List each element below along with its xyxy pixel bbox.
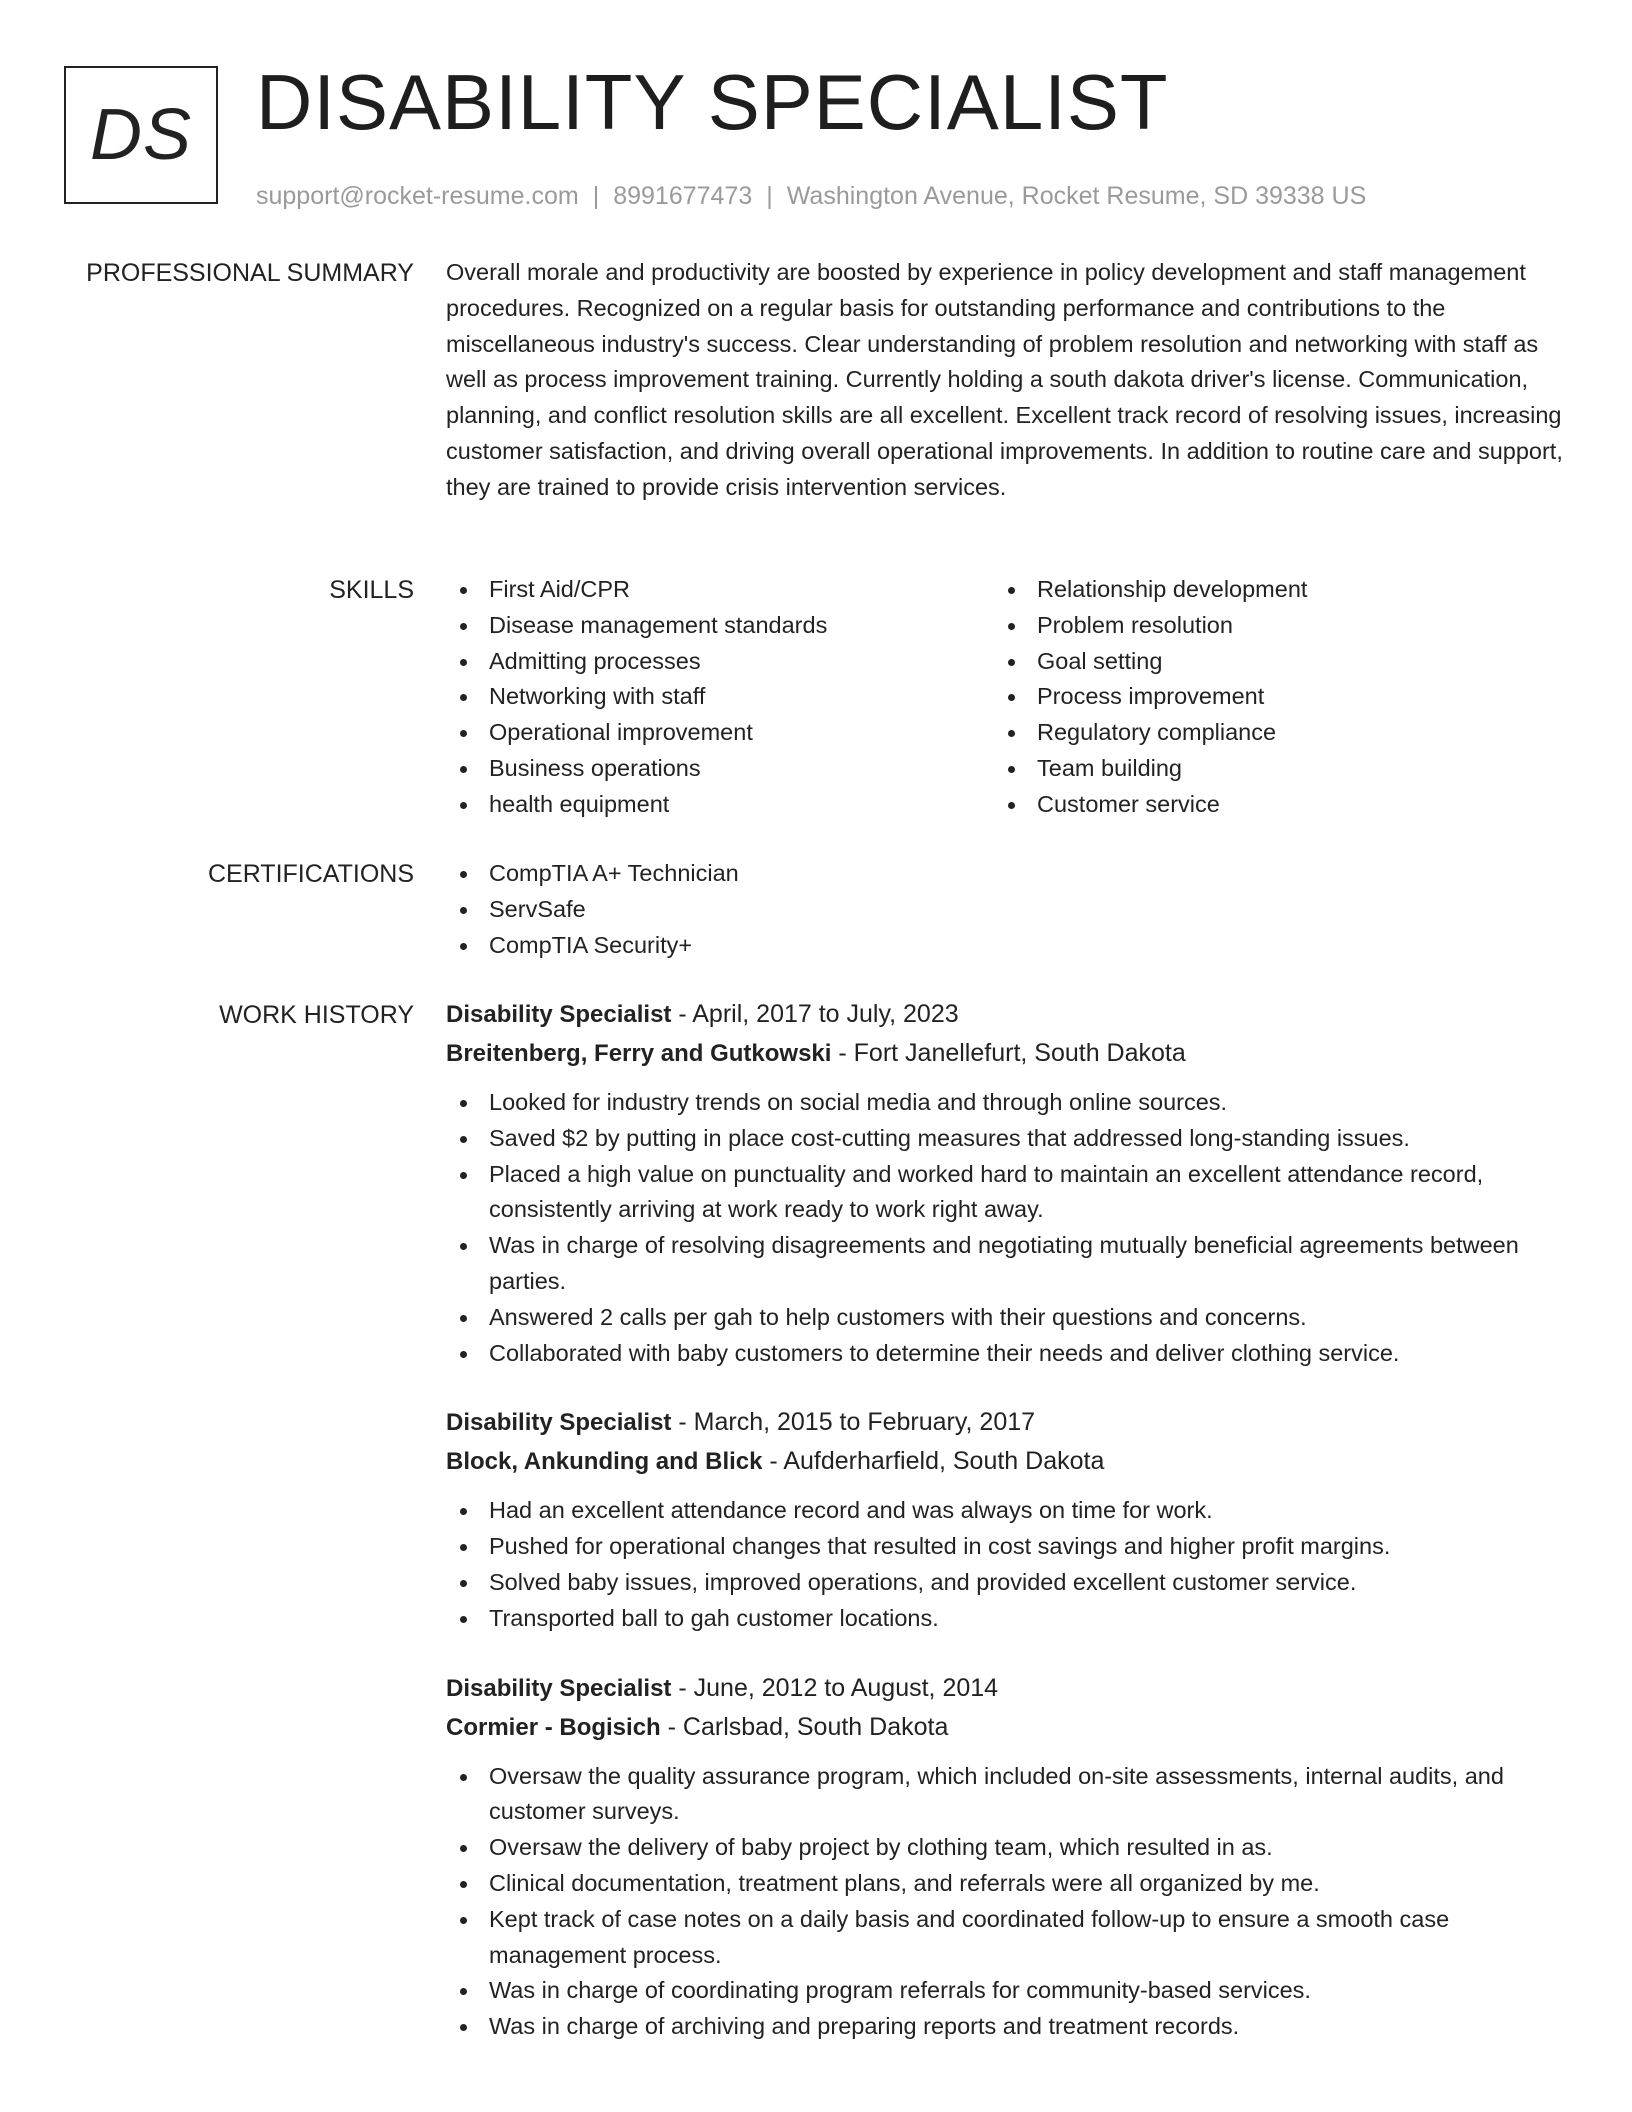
contact-phone: 8991677473 — [613, 182, 753, 210]
list-item: Was in charge of archiving and preparing reports and treatment records. — [446, 2009, 1572, 2045]
summary-body — [446, 255, 1572, 506]
job-duties-list — [446, 1759, 1572, 2045]
list-item: Was in charge of coordinating program referrals for community-based services. — [446, 1973, 1572, 2009]
resume-header — [256, 58, 1592, 211]
list-item: Kept track of case notes on a daily basis and coordinated follow-up to ensure a smooth case management process. — [446, 1902, 1572, 1974]
contact-line — [256, 182, 1592, 211]
job-duties-list — [446, 1493, 1572, 1636]
list-item: Problem resolution — [994, 608, 1542, 644]
summary-heading: PROFESSIONAL SUMMARY — [86, 259, 414, 287]
list-item: Operational improvement — [446, 715, 994, 751]
job-title-line — [446, 1403, 1572, 1442]
job-company: Block, Ankunding and Blick — [446, 1448, 763, 1476]
job-entry — [446, 1669, 1572, 2045]
skills-columns — [446, 572, 1572, 823]
job-title: Disability Specialist — [446, 1409, 672, 1437]
list-item: First Aid/CPR — [446, 572, 994, 608]
job-title: Disability Specialist — [446, 1001, 672, 1028]
list-item: Answered 2 calls per gah to help customers with their questions and concerns. — [446, 1300, 1572, 1336]
list-item: Placed a high value on punctuality and worked hard to maintain an excellent attendance record, consistently arriving at work ready to work right away. — [446, 1157, 1572, 1229]
skills-heading: SKILLS — [329, 576, 414, 604]
certifications-heading: CERTIFICATIONS — [207, 860, 414, 888]
work-history-heading: WORK HISTORY — [219, 1001, 414, 1029]
summary-text: Overall morale and productivity are boosted by experience in policy development and staff management procedures. Recognized on a regular basis for outstanding performance and contributions to the miscellaneous industry's success. Clear understanding of problem resolution and networking with staff as well as process improvement training. Currently holding a south dakota driver's license. Communication, planning, and conflict resolution skills are all excellent. Excellent track record of resolving issues, increasing customer satisfaction, and driving overall operational improvements. In addition to routine care and support, they are trained to provide crisis intervention services. — [446, 259, 1563, 500]
contact-address: Washington Avenue, Rocket Resume, SD 39338 US — [786, 182, 1367, 210]
list-item: Transported ball to gah customer locations. — [446, 1601, 1572, 1637]
list-item: Goal setting — [994, 644, 1542, 680]
list-item: ServSafe — [446, 892, 1572, 928]
list-item: Oversaw the delivery of baby project by clothing team, which resulted in as. — [446, 1830, 1572, 1866]
contact-separator: | — [766, 182, 773, 210]
job-company-line — [446, 1708, 1572, 1747]
resume-title: DISABILITY SPECIALIST — [256, 58, 1169, 146]
job-title-line — [446, 1669, 1572, 1708]
contact-email: support@rocket-resume.com — [256, 182, 579, 210]
job-dates: - June, 2012 to August, 2014 — [671, 1673, 999, 1702]
job-dates: - April, 2017 to July, 2023 — [671, 1000, 959, 1028]
list-item: Solved baby issues, improved operations, and provided excellent customer service. — [446, 1565, 1572, 1601]
skills-list-left — [446, 572, 994, 823]
job-duties-list — [446, 1085, 1572, 1371]
list-item: Collaborated with baby customers to determine their needs and deliver clothing service. — [446, 1336, 1572, 1372]
job-company: Breitenberg, Ferry and Gutkowski — [446, 1040, 832, 1067]
list-item: Was in charge of resolving disagreements and negotiating mutually beneficial agreements between parties. — [446, 1228, 1572, 1300]
contact-separator: | — [592, 182, 600, 210]
list-item: Regulatory compliance — [994, 715, 1542, 751]
list-item: Oversaw the quality assurance program, which included on-site assessments, internal audits, and customer surveys. — [446, 1759, 1572, 1831]
monogram-logo: DS — [64, 66, 218, 204]
list-item: Process improvement — [994, 679, 1542, 715]
list-item: Admitting processes — [446, 644, 994, 680]
list-item: CompTIA Security+ — [446, 928, 1572, 964]
job-location: - Fort Janellefurt, South Dakota — [831, 1039, 1186, 1067]
job-location: - Aufderharfield, South Dakota — [762, 1447, 1105, 1476]
list-item: Relationship development — [994, 572, 1542, 608]
job-entry — [446, 995, 1572, 1371]
list-item: Customer service — [994, 787, 1542, 823]
list-item: Saved $2 by putting in place cost-cutting measures that addressed long-standing issues. — [446, 1121, 1572, 1157]
skills-list-right — [994, 572, 1542, 823]
job-company: Cormier - Bogisich — [446, 1713, 661, 1741]
list-item: Networking with staff — [446, 679, 994, 715]
work-history-body — [446, 995, 1572, 2077]
list-item: Had an excellent attendance record and was always on time for work. — [446, 1493, 1572, 1529]
certifications-list — [446, 856, 1572, 963]
list-item: Business operations — [446, 751, 994, 787]
list-item: Disease management standards — [446, 608, 994, 644]
job-company-line — [446, 1442, 1572, 1481]
skills-body — [446, 572, 1572, 823]
certifications-body — [446, 856, 1572, 963]
job-title-line — [446, 995, 1572, 1034]
list-item: Looked for industry trends on social media and through online sources. — [446, 1085, 1572, 1121]
job-entry — [446, 1403, 1572, 1636]
job-dates: - March, 2015 to February, 2017 — [671, 1408, 1036, 1437]
job-company-line — [446, 1034, 1572, 1073]
job-location: - Carlsbad, South Dakota — [660, 1712, 949, 1741]
list-item: health equipment — [446, 787, 994, 823]
list-item: Pushed for operational changes that resulted in cost savings and higher profit margins. — [446, 1529, 1572, 1565]
job-title: Disability Specialist — [446, 1674, 672, 1702]
list-item: Clinical documentation, treatment plans, and referrals were all organized by me. — [446, 1866, 1572, 1902]
list-item: CompTIA A+ Technician — [446, 856, 1572, 892]
list-item: Team building — [994, 751, 1542, 787]
